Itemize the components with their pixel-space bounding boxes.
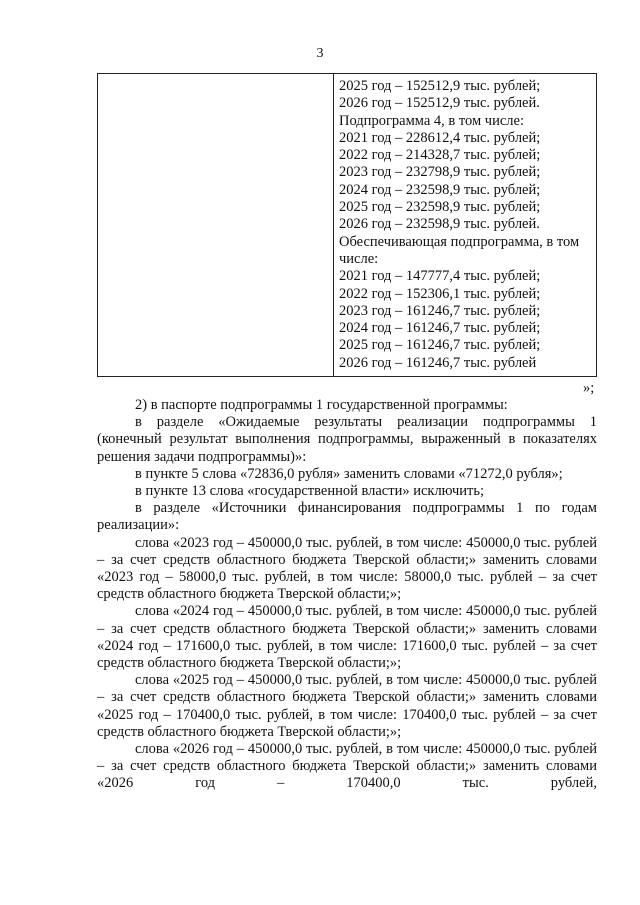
- table-line: 2021 год – 228612,4 тыс. рублей;: [339, 129, 541, 146]
- table-line: 2021 год – 147777,4 тыс. рублей;: [339, 268, 541, 285]
- table-line: 2025 год – 152512,9 тыс. рублей;: [339, 78, 541, 94]
- table-line: Обеспечивающая подпрограмма, в том: [339, 233, 580, 250]
- table-line: 2025 год – 161246,7 тыс. рублей;: [339, 337, 541, 354]
- table-line: 2022 год – 214328,7 тыс. рублей;: [339, 147, 541, 164]
- table-line: 2026 год – 152512,9 тыс. рублей.: [339, 95, 540, 112]
- paragraph: слова «2026 год – 450000,0 тыс. рублей, в том числе: 450000,0 тыс. рублей – за счет средств областного бюджета Тверской области;» заменить словами «2026 год – 170400,0 тыс. рублей,: [97, 741, 597, 792]
- financing-table: [97, 73, 597, 377]
- table-line: 2024 год – 161246,7 тыс. рублей;: [339, 320, 541, 337]
- paragraph: слова «2024 год – 450000,0 тыс. рублей, в том числе: 450000,0 тыс. рублей – за счет средств областного бюджета Тверской области;» заменить словами «2024 год – 171600,0 тыс. рублей, в том числе: 171600,0 тыс. рублей – за счет средств областного бюджета Тверской области;»;: [97, 603, 597, 672]
- paragraph: в разделе «Ожидаемые результаты реализации подпрограммы 1 (конечный результат выполнения подпрограммы, выраженный в показателях решения задачи подпрограммы)»:: [97, 414, 597, 465]
- paragraph: слова «2023 год – 450000,0 тыс. рублей, в том числе: 450000,0 тыс. рублей – за счет средств областного бюджета Тверской области;» заменить словами «2023 год – 58000,0 тыс. рублей, в том числе: 58000,0 тыс. рублей – за счет средств областного бюджета Тверской области;»;: [97, 534, 597, 603]
- paragraph: в разделе «Источники финансирования подпрограммы 1 по годам реализации»:: [97, 500, 597, 534]
- table-line: 2022 год – 152306,1 тыс. рублей;: [339, 285, 541, 302]
- paragraph: в пункте 13 слова «государственной власти» исключить;: [135, 483, 484, 500]
- table-line: 2023 год – 161246,7 тыс. рублей;: [339, 302, 541, 319]
- closing-quote: »;: [583, 380, 595, 396]
- table-line: 2026 год – 161246,7 тыс. рублей: [339, 354, 537, 371]
- paragraph: слова «2025 год – 450000,0 тыс. рублей, в том числе: 450000,0 тыс. рублей – за счет средств областного бюджета Тверской области;» заменить словами «2025 год – 170400,0 тыс. рублей, в том числе: 170400,0 тыс. рублей – за счет средств областного бюджета Тверской области;»;: [97, 672, 597, 740]
- table-line: Подпрограмма 4, в том числе:: [339, 112, 524, 129]
- paragraph: в пункте 5 слова «72836,0 рубля» заменить словами «71272,0 рубля»;: [135, 465, 563, 482]
- table-line: 2026 год – 232598,9 тыс. рублей.: [339, 216, 540, 233]
- table-line: числе:: [339, 250, 379, 267]
- document-body: [97, 397, 597, 793]
- paragraph: 2) в паспорте подпрограммы 1 государственной программы:: [135, 397, 508, 413]
- table-right-cell: [334, 74, 596, 376]
- table-line: 2025 год – 232598,9 тыс. рублей;: [339, 199, 541, 216]
- table-line: 2024 год – 232598,9 тыс. рублей;: [339, 181, 541, 198]
- table-line: 2023 год – 232798,9 тыс. рублей;: [339, 164, 541, 181]
- page-number: 3: [316, 46, 324, 61]
- table-left-cell: [98, 74, 334, 376]
